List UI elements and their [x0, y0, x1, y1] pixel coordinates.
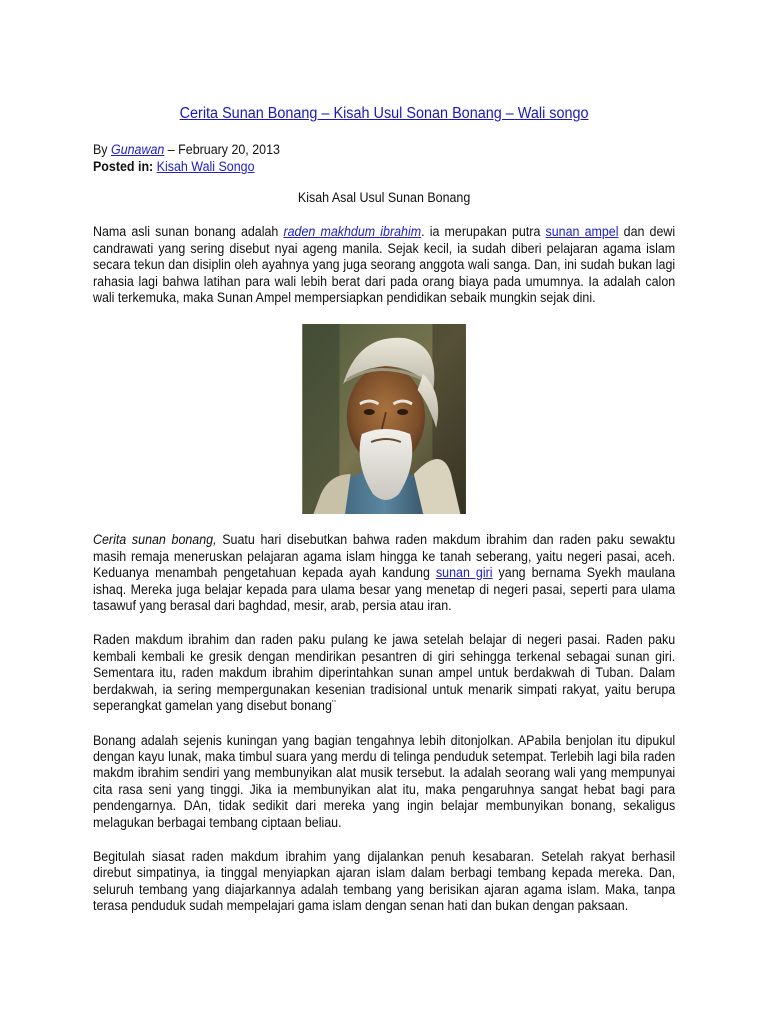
- article: [93, 104, 675, 933]
- sunan-ampel-link[interactable]: sunan ampel: [545, 224, 619, 240]
- date-separator: –: [164, 142, 179, 157]
- p2-text-b: yang bernama Syekh maulana ishaq. Mereka juga belajar kepada para ulama besar yang menetap di negeri pasai, seperti para ulama tasawuf yang berasal dari baghdad, mesir, arab, persia atau iran.: [93, 565, 676, 614]
- raden-makhdum-ibrahim-link[interactable]: raden makhdum ibrahim: [283, 224, 422, 240]
- p1-text-c: dan dewi candrawati yang sering disebut nyai ageng manila. Sejak kecil, ia sudah diberi pelajaran agama islam secara tekun dan disiplin oleh ayahnya yang juga seorang anggota wali sanga. Dan, ini sudah bukan lagi rahasia lagi bahwa latihan para wali lebih berat dari pada orang biaya pada umumnya. Ia adalah calon wali terkemuka, maka Sunan Ampel mempersiapkan pendidikan sebaik mungkin sejak dini.: [93, 224, 676, 306]
- p2-italic-lead: Cerita sunan bonang,: [93, 532, 217, 548]
- paragraph-5: Begitulah siasat raden makdum ibrahim yang dijalankan penuh kesabaran. Setelah rakyat berhasil direbut simpatinya, ia tinggal menyiapkan ajaran islam dalam berbagi tembang kepada mereka. Dan, seluruh tembang yang diajarkannya adalah tembang yang berisikan ajaran agama islam. Maka, tanpa terasa penduduk sudah mempelajari gama islam dengan senan hati dan bukan dengan paksaan.: [93, 848, 676, 914]
- portrait-illustration: [302, 324, 466, 514]
- article-title-link[interactable]: Cerita Sunan Bonang – Kisah Usul Sonan Bonang – Wali songo: [179, 105, 589, 122]
- paragraph-4: Bonang adalah sejenis kuningan yang bagian tengahnya lebih ditonjolkan. APabila benjolan itu dipukul dengan kayu lunak, maka timbul suara yang merdu di telinga penduduk setempat. Terlebih lagi bila raden makdm ibrahim sendiri yang membunyikan alat musik tersebut. Ia adalah seorang wali yang mempunyai cita rasa seni yang tinggi. Jika ia membunyikan alat itu, maka pengaruhnya sangat hebat bagi para pendengarnya. DAn, tidak sedikit dari mereka yang ingin belajar membunyikan bonang, sekaligus melagukan berbagai tembang ciptaan beliau.: [93, 732, 676, 830]
- by-label: By: [93, 142, 112, 157]
- posted-in: [93, 158, 675, 175]
- category-link[interactable]: Kisah Wali Songo: [156, 159, 255, 174]
- paragraph-1: [93, 224, 675, 306]
- portrait-image: [302, 324, 466, 514]
- sunan-giri-link[interactable]: sunan giri: [435, 565, 493, 581]
- paragraph-2: [93, 532, 675, 614]
- byline: [93, 141, 675, 158]
- section-heading: Kisah Asal Usul Sunan Bonang: [297, 190, 471, 205]
- article-title: [93, 104, 675, 124]
- p1-text-a: Nama asli sunan bonang adalah: [93, 224, 284, 240]
- p1-text-b: . ia merupakan putra: [421, 224, 546, 240]
- posted-in-label: Posted in:: [93, 159, 154, 174]
- p2-text-a: Suatu hari disebutkan bahwa raden makdum ibrahim dan raden paku sewaktu masih remaja meneruskan pelajaran agama islam hingga ke tanah seberang, yaitu negeri pasai, aceh. Keduanya menambah pengetahuan kepada ayah kandung: [93, 532, 676, 581]
- post-date: February 20, 2013: [178, 142, 280, 157]
- paragraph-3: Raden makdum ibrahim dan raden paku pulang ke jawa setelah belajar di negeri pasai. Raden paku kembali kembali ke gresik dengan mendirikan pesantren di giri sehingga terkenal sebagai sunan giri. Sementara itu, raden makdum ibrahim diperintahkan sunan ampel untuk berdakwah di Tuban. Dalam berdakwah, ia sering mempergunakan kesenian tradisional untuk menarik simpati rakyat, yaitu berupa seperangkat gamelan yang disebut bonang¨: [93, 632, 676, 714]
- author-link[interactable]: Gunawan: [111, 142, 165, 157]
